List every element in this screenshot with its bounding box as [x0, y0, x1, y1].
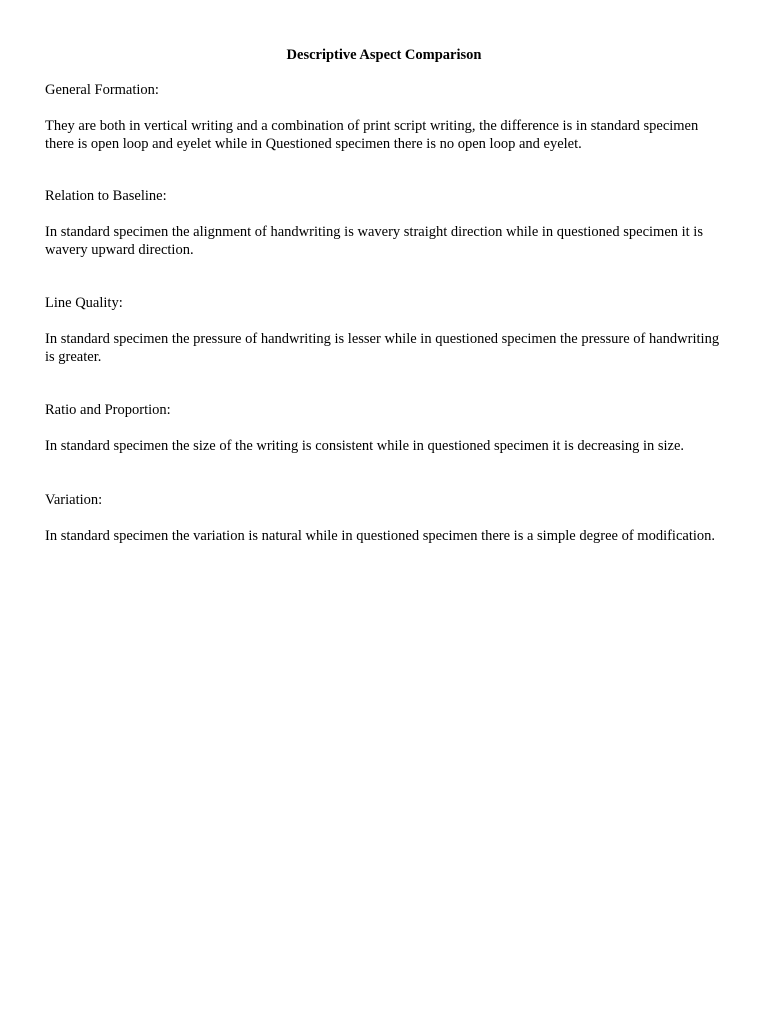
section-heading: Variation: [45, 492, 103, 508]
section-heading: Line Quality: [45, 295, 123, 311]
section-heading: Relation to Baseline: [45, 188, 167, 204]
section-general-formation [45, 81, 725, 153]
section-text: In standard specimen the size of the writing is consistent while in questioned specimen it is decreasing in size. [45, 438, 685, 454]
section-text: They are both in vertical writing and a combination of print script writing, the difference is in standard specimen there is open loop and eyelet while in Questioned specimen there is no open loop and eyelet. [45, 118, 699, 152]
section-text: In standard specimen the pressure of handwriting is lesser while in questioned specimen the pressure of handwriting is greater. [45, 331, 720, 365]
document-title: Descriptive Aspect Comparison [286, 47, 482, 63]
section-line-quality [45, 294, 725, 366]
section-relation-to-baseline [45, 187, 725, 259]
section-text: In standard specimen the variation is natural while in questioned specimen there is a simple degree of modification. [45, 528, 716, 544]
section-ratio-and-proportion [45, 401, 725, 455]
section-heading: Ratio and Proportion: [45, 402, 171, 418]
section-text: In standard specimen the alignment of handwriting is wavery straight direction while in questioned specimen it is wavery upward direction. [45, 224, 703, 258]
section-variation [45, 491, 725, 545]
section-heading: General Formation: [45, 82, 159, 98]
